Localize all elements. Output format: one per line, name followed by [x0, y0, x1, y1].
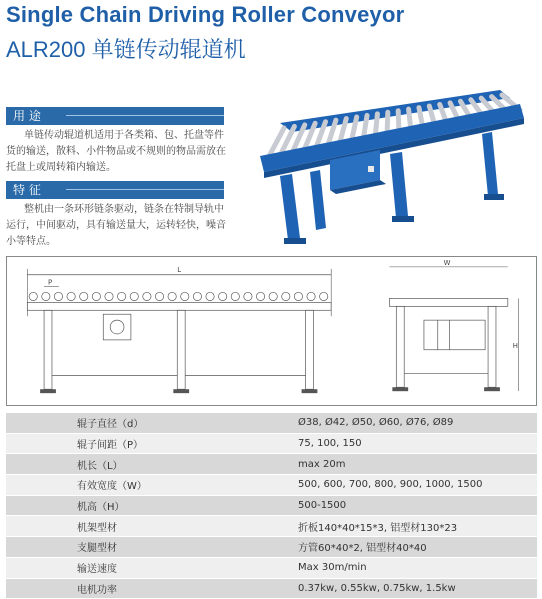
spec-value: 方管60*40*2, 铝型材40*40 [295, 537, 537, 558]
dim-L-label: L [177, 265, 182, 274]
spec-key: 机架型材 [6, 516, 295, 537]
side-roller [80, 292, 88, 300]
side-roller [282, 292, 290, 300]
side-roller [29, 292, 37, 300]
spec-key: 辊子直径（d） [6, 413, 295, 433]
features-paragraph: 整机由一条环形链条驱动，链条在特制导轨中运行，中间驱动，具有输送量大，运转轻快，噪音小等特点。 [6, 204, 226, 247]
spec-value: 500-1500 [295, 495, 537, 516]
features-heading-label: 特 征 [13, 183, 41, 197]
spec-value: 500, 600, 700, 800, 900, 1000, 1500 [295, 475, 537, 496]
spec-row [6, 495, 537, 516]
technical-drawing [6, 256, 537, 406]
spec-value: 折板140*40*15*3, 铝型材130*23 [295, 516, 537, 537]
spec-key: 输送速度 [6, 557, 295, 578]
spec-row [6, 433, 537, 454]
usage-paragraph: 单链传动辊道机适用于各类箱、包、托盘等件货的输送，散料、小件物品或不规则的物品需放在托盘上或周转箱内输送。 [6, 130, 226, 173]
side-roller [269, 292, 277, 300]
side-roller [181, 292, 189, 300]
spec-key: 有效宽度（W） [6, 475, 295, 496]
spec-key: 支腿型材 [6, 537, 295, 558]
side-roller [231, 292, 239, 300]
conveyor-photo [240, 88, 540, 253]
side-roller [206, 292, 214, 300]
side-roller [117, 292, 125, 300]
spec-row [6, 413, 537, 433]
spec-row [6, 454, 537, 475]
dim-W-label: W [443, 258, 451, 267]
usage-heading-label: 用 途 [13, 109, 41, 123]
spec-value: Max 30m/min [295, 557, 537, 578]
spec-value: Ø38, Ø42, Ø50, Ø60, Ø76, Ø89 [295, 413, 537, 433]
side-roller [130, 292, 138, 300]
side-roller [105, 292, 113, 300]
spec-table [6, 413, 537, 599]
usage-heading [6, 107, 224, 125]
spec-row [6, 537, 537, 558]
side-roller [219, 292, 227, 300]
side-roller [143, 292, 151, 300]
side-roller [256, 292, 264, 300]
features-heading [6, 181, 224, 199]
spec-key: 机长（L） [6, 454, 295, 475]
side-roller [42, 292, 50, 300]
title-english: Single Chain Driving Roller Conveyor [6, 2, 405, 27]
title-chinese: ALR200 单链传动辊道机 [6, 37, 246, 62]
dim-H-label: H [512, 341, 518, 350]
spec-key: 辊子间距（P） [6, 433, 295, 454]
spec-value: 75, 100, 150 [295, 433, 537, 454]
side-roller [307, 292, 315, 300]
side-roller [168, 292, 176, 300]
side-roller [54, 292, 62, 300]
side-roller [244, 292, 252, 300]
side-roller [320, 292, 328, 300]
spec-value: max 20m [295, 454, 537, 475]
side-roller [193, 292, 201, 300]
side-roller [155, 292, 163, 300]
dim-P-label: P [48, 278, 53, 287]
spec-row [6, 578, 537, 599]
spec-row [6, 516, 537, 537]
spec-row [6, 475, 537, 496]
spec-key: 电机功率 [6, 578, 295, 599]
side-roller [92, 292, 100, 300]
side-roller [294, 292, 302, 300]
spec-value: 0.37kw, 0.55kw, 0.75kw, 1.5kw [295, 578, 537, 599]
spec-key: 机高（H） [6, 495, 295, 516]
spec-row [6, 557, 537, 578]
side-view-rollers [29, 292, 328, 300]
side-roller [67, 292, 75, 300]
